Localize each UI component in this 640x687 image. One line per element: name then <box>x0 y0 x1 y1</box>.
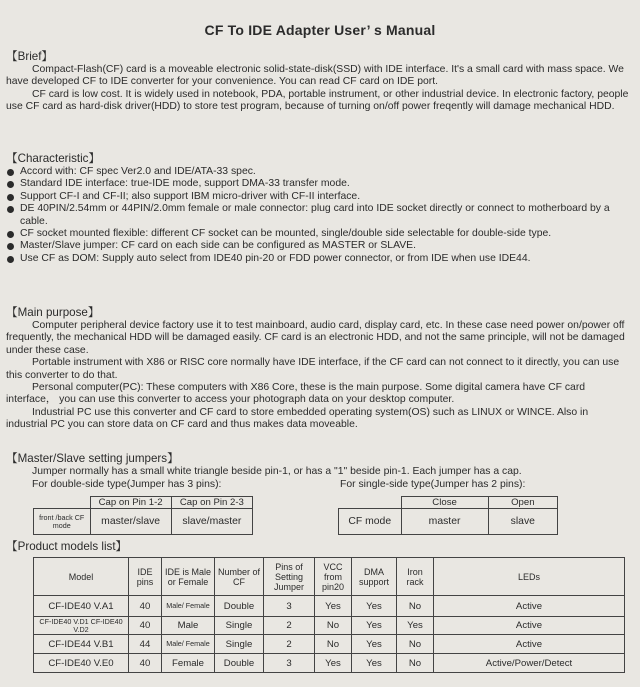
purpose-paragraph-3: Personal computer(PC): These computers with X86 Core, these is the main purpose. Some digital camera have CF card interface， you can use this converter to access your photograph data on your desktop computer. <box>6 382 586 406</box>
table-cell: Male/ Female <box>162 596 215 617</box>
row-header: front /back CF mode <box>34 509 91 535</box>
characteristic-item: DE 40PIN/2.54mm or 44PIN/2.0mm female or male connector: plug card into IDE socket directly or connect to motherboard by a cable. <box>6 203 630 228</box>
table-cell: slave/master <box>171 509 252 535</box>
col-header: DMA support <box>352 558 397 596</box>
purpose-paragraph-1: Computer peripheral device factory use it to test mainboard, audio card, display card, etc. In these case need power on/power off frequently, the mechanical HDD will be damaged easily. CF card is an electronic HDD, and not the same principle, will not be damaged under these case. <box>6 320 625 356</box>
characteristic-item: Accord with: CF spec Ver2.0 and IDE/ATA-33 spec. <box>6 166 630 178</box>
characteristic-item: Support CF-I and CF-II; also support IBM micro-driver with CF-II interface. <box>6 191 630 203</box>
jumpers-intro: Jumper normally has a small white triangle beside pin-1, or has a "1" beside pin-1. Each jumper has a cap. <box>32 466 522 477</box>
purpose-paragraph-2: Portable instrument with X86 or RISC core normally have IDE interface, if the CF card can not connect to it directly, you can use this converter to do that. <box>6 357 620 381</box>
table-cell: Active <box>434 596 625 617</box>
bullet-icon <box>7 231 14 238</box>
col-header: Close <box>401 497 488 509</box>
col-header: Pins of Setting Jumper <box>264 558 315 596</box>
table-cell: Yes <box>315 596 352 617</box>
table-cell: 3 <box>264 654 315 673</box>
characteristic-item: Standard IDE interface: true-IDE mode, support DMA-33 transfer mode. <box>6 178 630 190</box>
col-header: LEDs <box>434 558 625 596</box>
page-title: CF To IDE Adapter User’ s Manual <box>204 22 436 38</box>
table-row <box>34 635 625 654</box>
table-cell: No <box>315 635 352 654</box>
col-header: Cap on Pin 1-2 <box>90 497 171 509</box>
brief-heading: 【Brief】 <box>6 50 54 63</box>
table-cell: Yes <box>352 654 397 673</box>
model-cell: CF-IDE44 V.B1 <box>34 635 129 654</box>
table-cell: Active <box>434 617 625 635</box>
table-cell: 2 <box>264 617 315 635</box>
single-side-jumper-table <box>338 496 558 535</box>
bullet-icon <box>7 181 14 188</box>
table-row <box>34 654 625 673</box>
table-cell: 40 <box>129 596 162 617</box>
table-cell: Male <box>162 617 215 635</box>
table-cell: Single <box>215 617 264 635</box>
table-cell: master/slave <box>90 509 171 535</box>
table-cell: Yes <box>352 596 397 617</box>
table-cell: Yes <box>397 617 434 635</box>
table-cell: No <box>397 596 434 617</box>
table-cell: 44 <box>129 635 162 654</box>
model-cell: CF-IDE40 V.D1 CF-IDE40 V.D2 <box>34 617 129 635</box>
characteristic-heading: 【Characteristic】 <box>6 152 101 165</box>
brief-paragraph-2: CF card is low cost. It is widely used in notebook, PDA, portable instrument, or other industrial device. In electronic factory, people use CF card as hard-disk driver(HDD) to store test program, because of turning on/off power freqently will damage mechanical HDD. <box>6 88 629 113</box>
models-heading: 【Product models list】 <box>6 540 128 553</box>
model-cell: CF-IDE40 V.E0 <box>34 654 129 673</box>
double-side-caption: For double-side type(Jumper has 3 pins): <box>32 479 222 490</box>
main-purpose-heading: 【Main purpose】 <box>6 306 100 319</box>
bullet-icon <box>7 206 14 213</box>
bullet-icon <box>7 243 14 250</box>
brief-paragraph-1: Compact-Flash(CF) card is a moveable electronic solid-state-disk(SSD) with IDE interface. It's a small card with mass space. We have developed CF to IDE converter for your convenience. You can read CF card on IDE port. <box>6 64 624 88</box>
table-cell: Yes <box>352 635 397 654</box>
double-side-jumper-table <box>33 496 253 535</box>
table-cell: 2 <box>264 635 315 654</box>
bullet-icon <box>7 256 14 263</box>
bullet-icon <box>7 169 14 176</box>
table-cell: Active/Power/Detect <box>434 654 625 673</box>
table-cell: Yes <box>315 654 352 673</box>
col-header: Number of CF <box>215 558 264 596</box>
col-header: Iron rack <box>397 558 434 596</box>
empty-cell <box>34 497 91 509</box>
col-header: Model <box>34 558 129 596</box>
table-cell: slave <box>488 509 557 535</box>
table-cell: 40 <box>129 654 162 673</box>
table-cell: Male/ Female <box>162 635 215 654</box>
table-cell: master <box>401 509 488 535</box>
table-cell: No <box>315 617 352 635</box>
bullet-icon <box>7 194 14 201</box>
col-header: IDE is Male or Female <box>162 558 215 596</box>
col-header: IDE pins <box>129 558 162 596</box>
row-header: CF mode <box>339 509 402 535</box>
table-cell: Female <box>162 654 215 673</box>
col-header: Open <box>488 497 557 509</box>
table-cell: Double <box>215 654 264 673</box>
jumpers-heading: 【Master/Slave setting jumpers】 <box>6 452 179 465</box>
characteristic-item: Master/Slave jumper: CF card on each side can be configured as MASTER or SLAVE. <box>6 240 630 252</box>
empty-cell <box>339 497 402 509</box>
main-purpose-section <box>6 306 630 432</box>
single-side-caption: For single-side type(Jumper has 2 pins): <box>340 479 526 490</box>
table-cell: 40 <box>129 617 162 635</box>
table-row <box>34 596 625 617</box>
model-cell: CF-IDE40 V.A1 <box>34 596 129 617</box>
table-cell: No <box>397 635 434 654</box>
col-header: Cap on Pin 2-3 <box>171 497 252 509</box>
table-row <box>34 617 625 635</box>
col-header: VCC from pin20 <box>315 558 352 596</box>
characteristic-item: CF socket mounted flexible: different CF socket can be mounted, single/double side selectable for double-side type. <box>6 228 630 240</box>
table-cell: No <box>397 654 434 673</box>
characteristic-item: Use CF as DOM: Supply auto select from IDE40 pin-20 or FDD power connector, or from IDE when use IDE44. <box>6 253 630 265</box>
table-cell: Yes <box>352 617 397 635</box>
characteristic-section <box>6 152 630 265</box>
jumpers-section <box>6 452 630 478</box>
table-cell: Active <box>434 635 625 654</box>
table-header-row <box>34 558 625 596</box>
purpose-paragraph-4: Industrial PC use this converter and CF card to store embedded operating system(OS) such as LINUX or WINCE. Also in industrial PC you can store data on CF card and thus makes data moveable. <box>6 406 589 431</box>
table-cell: Single <box>215 635 264 654</box>
brief-section <box>6 50 630 114</box>
product-models-table <box>33 557 625 673</box>
table-cell: Double <box>215 596 264 617</box>
table-cell: 3 <box>264 596 315 617</box>
